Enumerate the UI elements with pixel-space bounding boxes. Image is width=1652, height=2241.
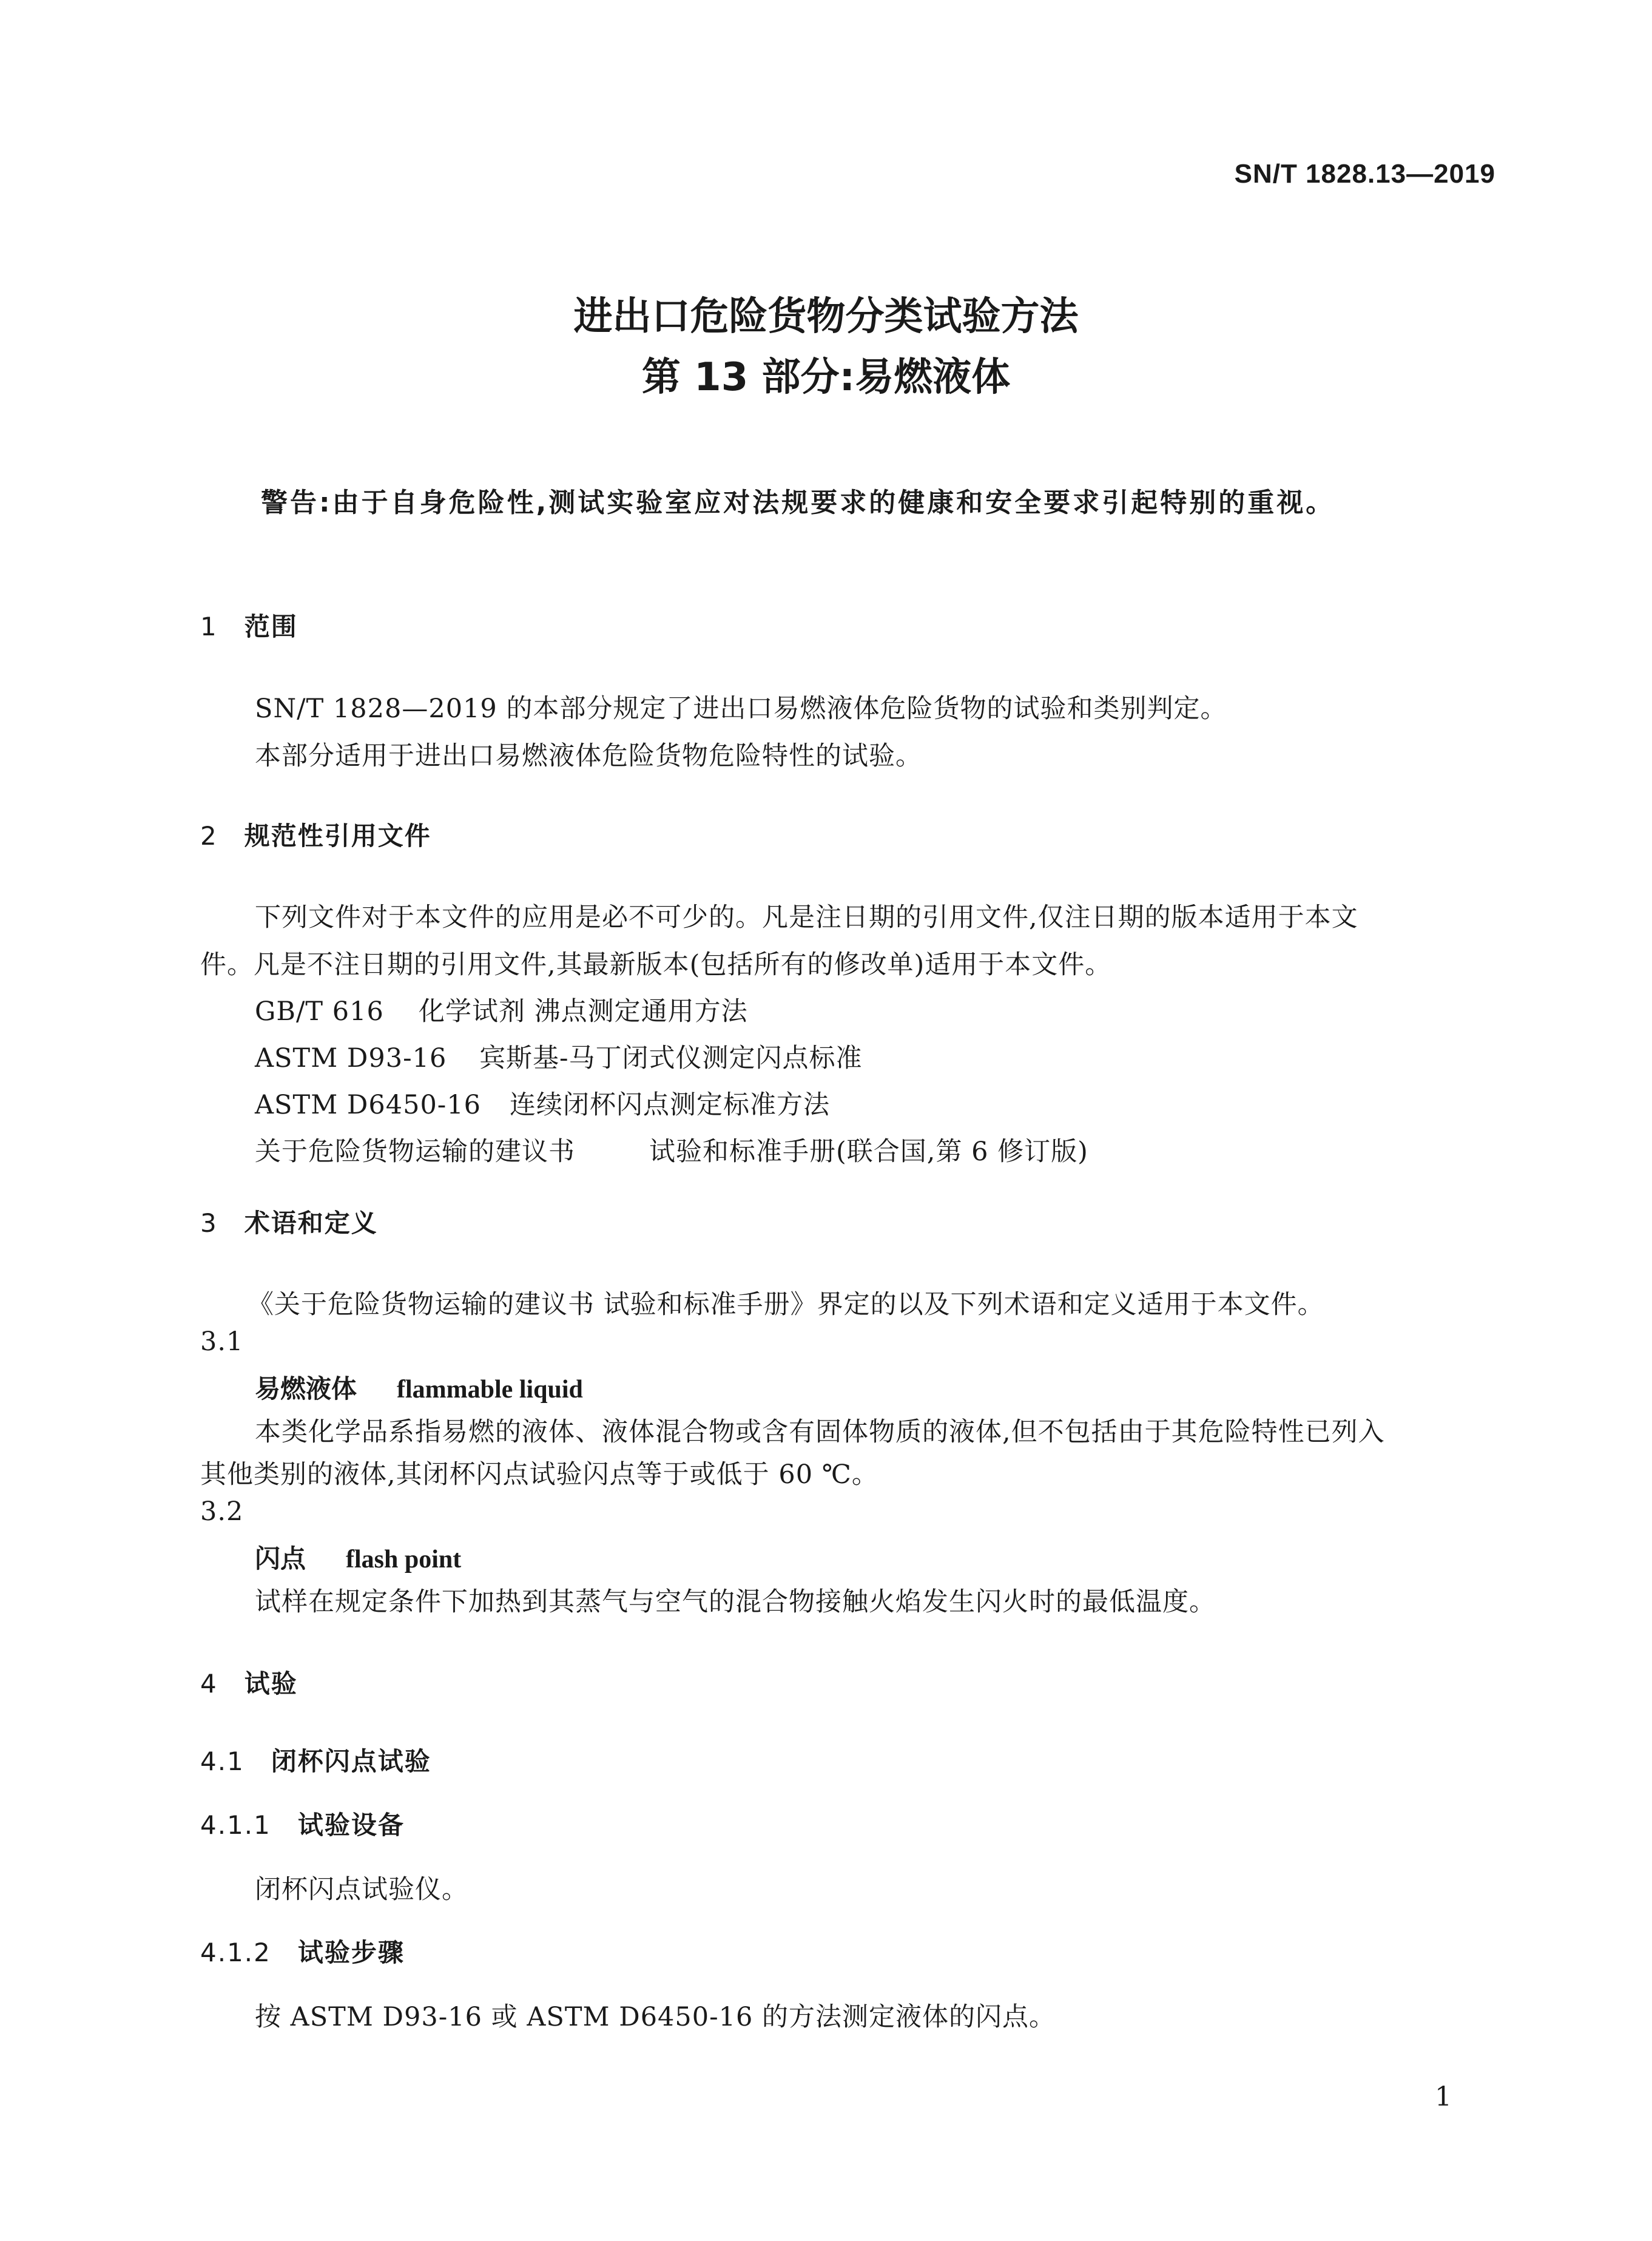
normative-reference: [255, 1038, 863, 1075]
term-definition-line1: 本类化学品系指易燃的液体、液体混合物或含有固体物质的液体,但不包括由于其危险特性已列入: [255, 1417, 1385, 1447]
subsection-4-1-1-heading: [200, 1805, 405, 1842]
term-en: flash point: [346, 1546, 462, 1573]
reference-code: ASTM D6450-16: [255, 1090, 482, 1120]
section-1-paragraph-2: 本部分适用于进出口易燃液体危险货物危险特性的试验。: [255, 741, 922, 771]
subsection-4-1-heading: [200, 1742, 431, 1778]
reference-title: 宾斯基-马丁闭式仪测定闪点标准: [479, 1043, 863, 1073]
section-number: 4: [200, 1669, 218, 1698]
section-4-heading: [200, 1664, 298, 1700]
term-zh: 闪点: [255, 1544, 306, 1573]
warning-notice: 警告:由于自身危险性,测试实验室应对法规要求的健康和安全要求引起特别的重视。: [261, 487, 1335, 518]
section-title: 试验: [244, 1669, 298, 1698]
term-heading: [255, 1369, 583, 1405]
page-number: 1: [1435, 2081, 1452, 2112]
section-title: 试验步骤: [297, 1938, 405, 1967]
term-en: flammable liquid: [397, 1376, 583, 1404]
section-title: 规范性引用文件: [244, 821, 431, 851]
section-2-paragraph-line1: 下列文件对于本文件的应用是必不可少的。凡是注日期的引用文件,仅注日期的版本适用于本文: [255, 902, 1358, 933]
section-1-heading: [200, 607, 298, 643]
section-2-paragraph-line2: 件。凡是不注日期的引用文件,其最新版本(包括所有的修改单)适用于本文件。: [200, 950, 1112, 980]
reference-code: GB/T 616: [255, 996, 384, 1027]
normative-reference: [255, 1084, 830, 1121]
section-title: 范围: [244, 612, 298, 641]
standard-code: SN/T 1828.13—2019: [1234, 159, 1495, 189]
reference-title: 试验和标准手册(联合国,第 6 修订版): [649, 1137, 1088, 1167]
document-title-line1: 进出口危险货物分类试验方法: [573, 294, 1079, 339]
reference-code: ASTM D93-16: [255, 1043, 447, 1073]
reference-code: 关于危险货物运输的建议书: [255, 1137, 575, 1167]
section-title: 术语和定义: [244, 1208, 378, 1238]
document-title-line2: 第 13 部分:易燃液体: [641, 355, 1011, 400]
subsection-4-1-1-text: 闭杯闪点试验仪。: [255, 1874, 468, 1905]
section-number: 3: [200, 1208, 218, 1238]
normative-reference: [255, 1131, 1088, 1168]
term-definition-line1: 试样在规定条件下加热到其蒸气与空气的混合物接触火焰发生闪火时的最低温度。: [255, 1587, 1216, 1617]
section-3-intro: 《关于危险货物运输的建议书 试验和标准手册》界定的以及下列术语和定义适用于本文件。: [248, 1290, 1324, 1320]
term-definition-line2: 其他类别的液体,其闭杯闪点试验闪点等于或低于 60 ℃。: [200, 1459, 878, 1490]
section-1-paragraph-1: SN/T 1828—2019 的本部分规定了进出口易燃液体危险货物的试验和类别判定。: [255, 694, 1227, 724]
normative-reference: [255, 991, 748, 1028]
reference-title: 连续闭杯闪点测定标准方法: [510, 1090, 830, 1120]
term-number: 3.1: [200, 1327, 244, 1357]
reference-title: 化学试剂 沸点测定通用方法: [419, 996, 748, 1027]
section-number: 4.1: [200, 1746, 244, 1776]
section-number: 4.1.1: [200, 1810, 271, 1840]
section-title: 闭杯闪点试验: [271, 1746, 431, 1776]
section-title: 试验设备: [297, 1810, 405, 1840]
subsection-4-1-2-text: 按 ASTM D93-16 或 ASTM D6450-16 的方法测定液体的闪点。: [255, 2002, 1056, 2032]
term-heading: [255, 1539, 461, 1575]
section-number: 1: [200, 612, 218, 641]
term-zh: 易燃液体: [255, 1374, 357, 1404]
subsection-4-1-2-heading: [200, 1933, 405, 1969]
section-3-heading: [200, 1203, 378, 1240]
section-number: 2: [200, 821, 218, 851]
term-number: 3.2: [200, 1496, 244, 1527]
section-2-heading: [200, 816, 431, 853]
section-number: 4.1.2: [200, 1938, 271, 1967]
